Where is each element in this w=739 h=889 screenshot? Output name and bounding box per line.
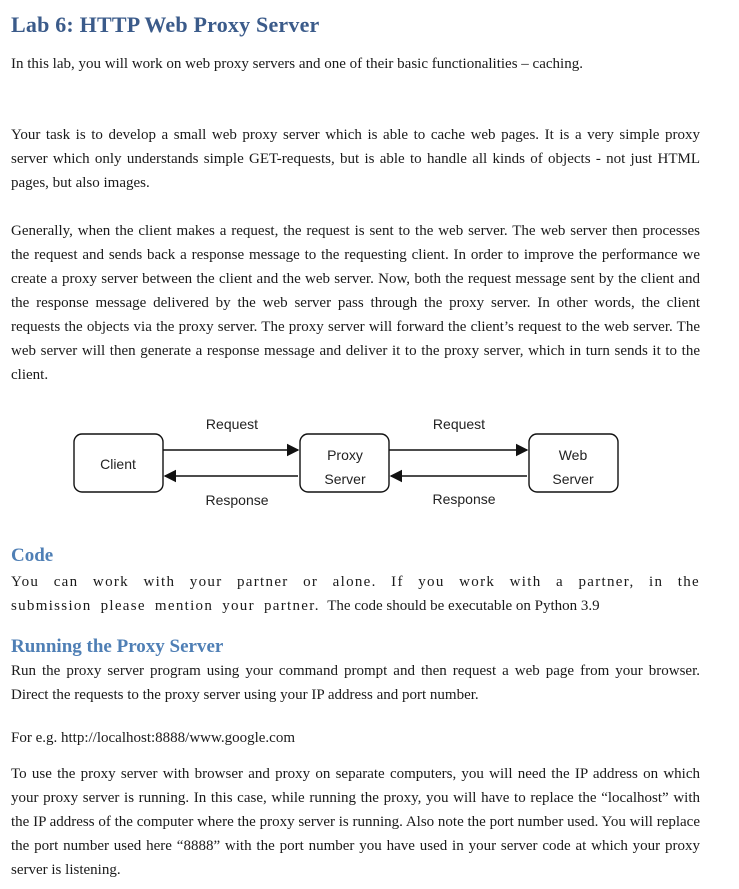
- running-heading: Running the Proxy Server: [11, 636, 224, 657]
- request-label-right: Request: [432, 416, 486, 432]
- response-label-left: Response: [205, 492, 269, 508]
- intro-paragraph-1: In this lab, you will work on web proxy servers and one of their basic functionalities – caching.: [11, 56, 583, 72]
- intro-paragraph-2: Your task is to develop a small web proxy server which is able to cache web pages. It is a very simple proxy server which only understands simple GET-requests, but is able to handle all kinds of objects - not just HTML pages, but also images.: [11, 127, 700, 191]
- request-label-left: Request: [205, 416, 259, 432]
- example-url-line: For e.g. http://localhost:8888/www.google.com: [11, 730, 295, 746]
- proxy-flow-diagram: [60, 408, 640, 518]
- response-label-right: Response: [432, 491, 496, 507]
- proxy-label-line2: Server: [324, 471, 366, 487]
- running-paragraph-1: Run the proxy server program using your command prompt and then request a web page from your browser. Direct the requests to the proxy server using your IP address and port number.: [11, 663, 700, 703]
- intro-paragraph-3: Generally, when the client makes a request, the request is sent to the web server. The web server then processes the request and sends back a response message to the requesting client. In order to improve the performance we create a proxy server between the client and the web server. Now, both the request message sent by the client and the response message delivered by the web server pass through the proxy server. In other words, the client requests the objects via the proxy server. The proxy server will forward the client’s request to the web server. The web server will then generate a response message and deliver it to the proxy server, which in turn sends it to the client.: [11, 223, 700, 383]
- web-label-line1: Web: [558, 447, 588, 463]
- web-label-line2: Server: [552, 471, 594, 487]
- page-title: Lab 6: HTTP Web Proxy Server: [11, 12, 320, 37]
- code-paragraph: [11, 570, 700, 618]
- running-paragraph-2: To use the proxy server with browser and proxy on separate computers, you will need the IP address on which your proxy server is running. In this case, while running the proxy, you will have to replace the “localhost” with the IP address of the computer where the proxy server is running. Also note the port number used. You will replace the port number used here “8888” with the port number you have used in your server code at which your proxy server is listening.: [11, 766, 700, 878]
- client-label: Client: [100, 456, 136, 472]
- proxy-label-line1: Proxy: [327, 447, 363, 463]
- code-text-partner: You can work with your partner or alone. If you work with a partner, in the submission please mention your partner.: [11, 574, 700, 614]
- code-heading: Code: [11, 545, 54, 566]
- code-text-python: The code should be executable on Python 3.9: [327, 598, 600, 614]
